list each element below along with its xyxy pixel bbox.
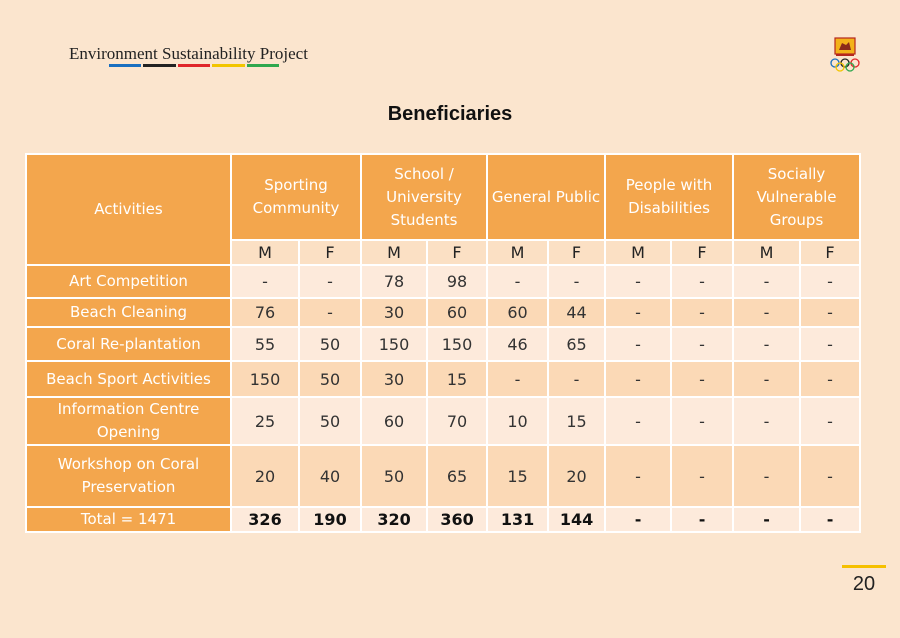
column-header-group: People with Disabilities <box>605 154 733 240</box>
total-cell: - <box>733 507 800 532</box>
total-cell: 320 <box>361 507 427 532</box>
column-header-group: Socially Vulnerable Groups <box>733 154 860 240</box>
table-cell: - <box>605 445 671 507</box>
table-cell: 15 <box>427 361 487 397</box>
table-cell: 70 <box>427 397 487 445</box>
table-row <box>26 397 860 445</box>
table-cell: - <box>733 361 800 397</box>
table-row <box>26 327 860 361</box>
table-cell: 60 <box>427 298 487 327</box>
table-cell: - <box>487 361 548 397</box>
subheader-female: F <box>800 240 860 265</box>
stripe-yellow <box>212 64 245 67</box>
table-cell: - <box>548 361 605 397</box>
table-cell: - <box>671 445 733 507</box>
table-row <box>26 265 860 298</box>
page-number: 20 <box>852 573 876 595</box>
total-cell: - <box>671 507 733 532</box>
table-cell: 60 <box>361 397 427 445</box>
table-cell: 150 <box>361 327 427 361</box>
table-cell: 65 <box>427 445 487 507</box>
subheader-female: F <box>548 240 605 265</box>
table-cell: - <box>605 298 671 327</box>
activity-label: Workshop on Coral Preservation <box>26 445 231 507</box>
table-cell: - <box>800 298 860 327</box>
table-cell: - <box>299 298 361 327</box>
table-cell: - <box>733 327 800 361</box>
total-cell: 144 <box>548 507 605 532</box>
table-row <box>26 361 860 397</box>
subheader-male: M <box>361 240 427 265</box>
table-cell: - <box>231 265 299 298</box>
table-row <box>26 298 860 327</box>
activity-label: Beach Cleaning <box>26 298 231 327</box>
column-header-activities: Activities <box>26 154 231 265</box>
total-cell: 190 <box>299 507 361 532</box>
column-header-group: General Public <box>487 154 605 240</box>
total-cell: - <box>605 507 671 532</box>
table-cell: 20 <box>231 445 299 507</box>
table-cell: - <box>733 298 800 327</box>
table-cell: - <box>800 397 860 445</box>
table-cell: 150 <box>231 361 299 397</box>
table-cell: - <box>733 397 800 445</box>
document-header-title: Environment Sustainability Project <box>69 44 308 63</box>
table-row <box>26 445 860 507</box>
table-cell: 46 <box>487 327 548 361</box>
table-cell: - <box>733 445 800 507</box>
table-cell: 50 <box>361 445 427 507</box>
page-number-rule <box>842 565 886 568</box>
table-cell: 98 <box>427 265 487 298</box>
subheader-male: M <box>605 240 671 265</box>
table-cell: 78 <box>361 265 427 298</box>
table-cell: - <box>605 327 671 361</box>
subheader-female: F <box>299 240 361 265</box>
table-cell: - <box>605 265 671 298</box>
table-cell: - <box>800 265 860 298</box>
activity-label: Information Centre Opening <box>26 397 231 445</box>
table-cell: 15 <box>548 397 605 445</box>
stripe-blue <box>109 64 141 67</box>
table-cell: - <box>671 298 733 327</box>
stripe-black <box>143 64 176 67</box>
table-cell: - <box>605 397 671 445</box>
subheader-male: M <box>231 240 299 265</box>
table-cell: 50 <box>299 327 361 361</box>
activity-label: Art Competition <box>26 265 231 298</box>
beneficiaries-table <box>25 153 861 533</box>
column-header-group: School / University Students <box>361 154 487 240</box>
table-cell: 44 <box>548 298 605 327</box>
table-cell: 30 <box>361 298 427 327</box>
total-label: Total = 1471 <box>26 507 231 532</box>
table-cell: 50 <box>299 397 361 445</box>
table-cell: 55 <box>231 327 299 361</box>
table-cell: - <box>671 397 733 445</box>
table-cell: 65 <box>548 327 605 361</box>
table-cell: - <box>487 265 548 298</box>
table-cell: 150 <box>427 327 487 361</box>
table-cell: 20 <box>548 445 605 507</box>
subheader-male: M <box>733 240 800 265</box>
table-cell: - <box>548 265 605 298</box>
table-cell: - <box>800 361 860 397</box>
total-cell: 360 <box>427 507 487 532</box>
stripe-red <box>178 64 210 67</box>
table-cell: 30 <box>361 361 427 397</box>
table-cell: 15 <box>487 445 548 507</box>
olympic-committee-logo <box>828 36 862 72</box>
table-cell: - <box>800 327 860 361</box>
table-cell: - <box>605 361 671 397</box>
table-cell: - <box>800 445 860 507</box>
table-cell: 60 <box>487 298 548 327</box>
total-cell: 131 <box>487 507 548 532</box>
table-cell: 50 <box>299 361 361 397</box>
column-header-group: Sporting Community <box>231 154 361 240</box>
subheader-male: M <box>487 240 548 265</box>
subheader-female: F <box>671 240 733 265</box>
stripe-green <box>247 64 279 67</box>
table-cell: - <box>671 327 733 361</box>
table-cell: 25 <box>231 397 299 445</box>
total-cell: - <box>800 507 860 532</box>
total-row <box>26 507 860 532</box>
total-cell: 326 <box>231 507 299 532</box>
table-cell: - <box>733 265 800 298</box>
table-cell: - <box>671 361 733 397</box>
table-cell: 40 <box>299 445 361 507</box>
activity-label: Coral Re-plantation <box>26 327 231 361</box>
table-cell: 76 <box>231 298 299 327</box>
subheader-female: F <box>427 240 487 265</box>
table-cell: - <box>671 265 733 298</box>
table-cell: 10 <box>487 397 548 445</box>
page-title: Beneficiaries <box>387 103 513 125</box>
activity-label: Beach Sport Activities <box>26 361 231 397</box>
table-cell: - <box>299 265 361 298</box>
